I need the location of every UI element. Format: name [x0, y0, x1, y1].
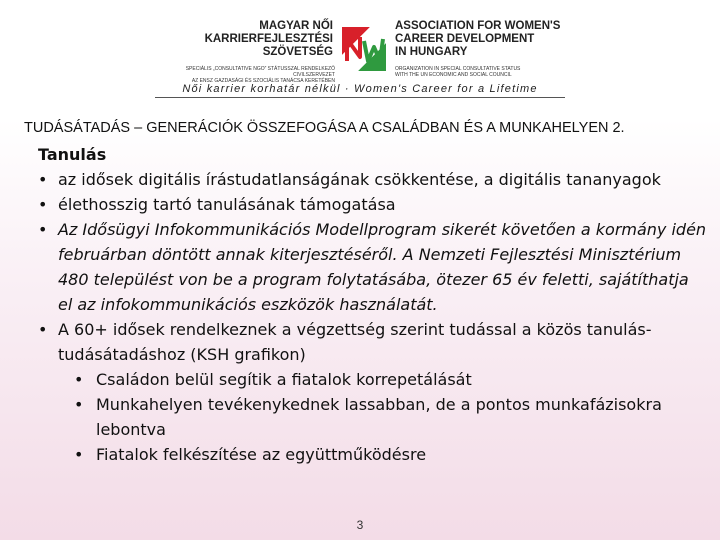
list-item-text: A 60+ idősek rendelkeznek a végzettség szerint tudással a közös tanulás-tudásátadáshoz (KSH grafikon) [58, 320, 652, 364]
sub-list-item [38, 392, 708, 442]
section-heading: Tanulás [38, 145, 107, 164]
list-item [38, 317, 708, 367]
org-hu-line: KARRIERFEJLESZTÉSI [204, 33, 333, 45]
page-number: 3 [356, 518, 364, 532]
note-hu-line: AZ ENSZ GAZDASÁGI ÉS SZOCIÁLIS TANÁCSA KERETÉBEN [191, 78, 335, 84]
list-item-text: az idősek digitális írástudatlanságának csökkentése, a digitális tananyagok [58, 170, 661, 189]
association-logo-icon [340, 25, 388, 73]
sub-list-item-text: Munkahelyen tevékenykednek lassabban, de a pontos munkafázisokra lebontva [96, 395, 662, 439]
sub-list-item [38, 367, 708, 392]
org-hu-line: MAGYAR NŐI [259, 20, 333, 32]
list-item-text: Az Idősügyi Infokommunikációs Modellprogram sikerét követően a kormány idén februárban döntött annak kiterjesztéséről. A Nemzeti Fejlesztési Minisztérium 480 települést von be a program folytatásába, ötezer 65 év feletti, sajátíthatja el az infokommunikációs eszközök használatát. [58, 220, 707, 314]
sub-list-item-text: Családon belül segítik a fiatalok korrepetálását [96, 370, 472, 389]
status-note-hungarian [155, 66, 335, 84]
note-hu-line: SPECIÁLIS „CONSULTATIVE NGO” STÁTUSSZAL RENDELKEZŐ CIVILSZERVEZET [185, 66, 335, 78]
slide-content [38, 142, 708, 467]
sub-list-item [38, 442, 708, 467]
list-item [38, 167, 708, 192]
bullet-list [38, 167, 708, 367]
note-en-line: ORGANIZATION IN SPECIAL CONSULTATIVE STATUS [395, 66, 521, 72]
org-en-line: CAREER DEVELOPMENT [395, 33, 535, 45]
org-name-hungarian [155, 20, 333, 59]
slide-title: TUDÁSÁTADÁS – GENERÁCIÓK ÖSSZEFOGÁSA A CSALÁDBAN ÉS A MUNKAHELYEN 2. [24, 120, 625, 136]
list-item-text: élethosszig tartó tanulásának támogatása [58, 195, 396, 214]
org-name-english [395, 20, 575, 59]
list-item [38, 217, 708, 317]
header-banner [155, 20, 565, 98]
status-note-english [395, 66, 575, 78]
org-en-line: IN HUNGARY [395, 46, 468, 58]
sub-list-item-text: Fiatalok felkészítése az együttműködésre [96, 445, 427, 464]
org-hu-line: SZÖVETSÉG [262, 46, 333, 58]
divider [155, 97, 565, 98]
sub-bullet-list [38, 367, 708, 467]
note-en-line: WITH THE UN ECONOMIC AND SOCIAL COUNCIL [395, 72, 512, 78]
org-en-line: ASSOCIATION FOR WOMEN'S [395, 20, 561, 32]
list-item [38, 192, 708, 217]
motto: Női karrier korhatár nélkül · Women's Career for a Lifetime [182, 83, 538, 95]
